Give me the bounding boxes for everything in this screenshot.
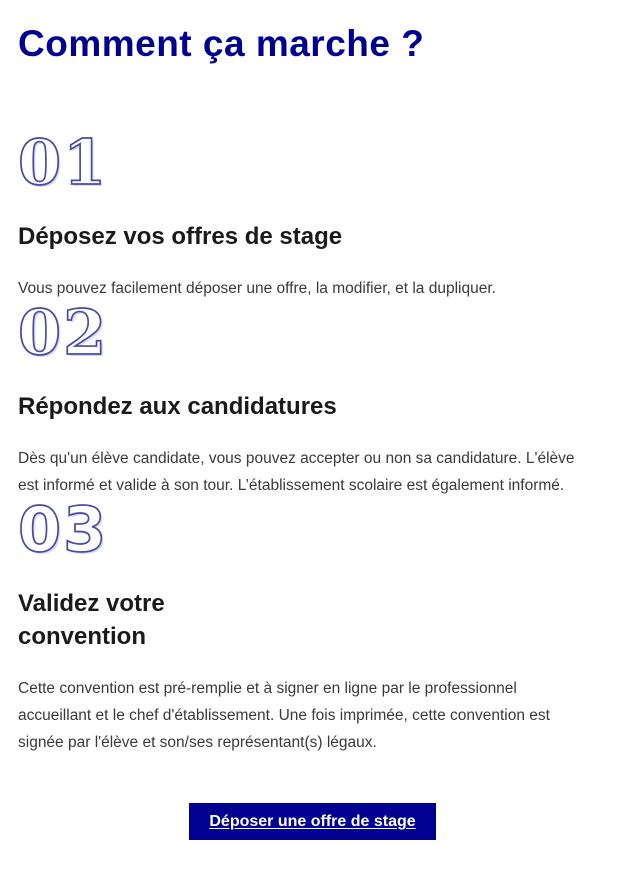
step-3 <box>18 493 607 756</box>
step-3-description: Cette convention est pré-remplie et à signer en ligne par le professionnel accueillant et le chef d'établissement. Une fois imprimée, cette convention est signée par l'élève et son/ses représentant(s) légaux. <box>18 680 550 751</box>
step-1-number: 01 <box>18 126 109 199</box>
page-title: Comment ça marche ? <box>18 23 425 64</box>
step-2-heading: Répondez aux candidatures <box>18 393 337 420</box>
step-1-heading: Déposez vos offres de stage <box>18 223 343 250</box>
submit-offer-button[interactable]: Déposer une offre de stage <box>189 803 435 840</box>
step-3-number: 03 <box>18 493 109 566</box>
step-2 <box>18 296 607 499</box>
step-2-number: 02 <box>18 296 109 369</box>
step-1 <box>18 126 607 302</box>
cta-row <box>18 803 607 840</box>
step-1-description: Vous pouvez facilement déposer une offre, la modifier, et la dupliquer. <box>18 280 496 297</box>
step-2-description: Dès qu'un élève candidate, vous pouvez accepter ou non sa candidature. L'élève est informé et valide à son tour. L’établissement scolaire est également informé. <box>18 450 575 494</box>
step-3-heading: Validez votre convention <box>18 590 165 650</box>
